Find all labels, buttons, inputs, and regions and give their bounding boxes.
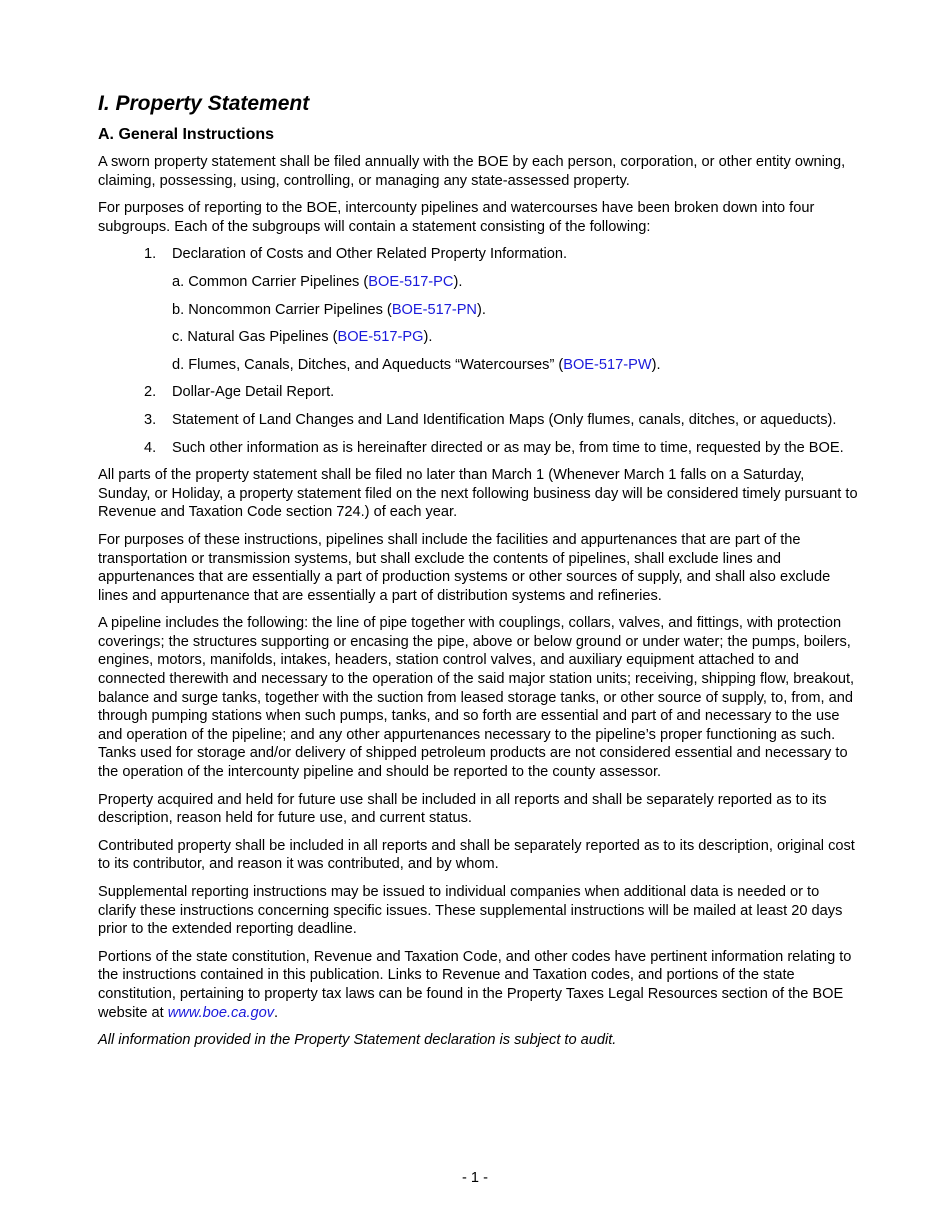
boe-517-pc-link[interactable]: BOE-517-PC — [368, 273, 454, 290]
paragraph-pipeline-scope: For purposes of these instructions, pipelines shall include the facilities and appurtenances that are part of the transportation or transmission systems, but shall exclude the contents of pipelines, shall exclude lines and appurtenances that are essentially a part of production systems or other sources of supply, and shall also exclude lines and appurtenance that are essentially a part of distribution systems and refineries. — [98, 531, 831, 604]
boe-517-pw-link[interactable]: BOE-517-PW — [563, 356, 652, 373]
list-item — [98, 411, 858, 430]
list-item — [98, 245, 858, 374]
paragraph-supplemental: Supplemental reporting instructions may be issued to individual companies when additional data is needed or to clarify these instructions concerning specific issues. These supplemental instructions will be mailed at least 20 days prior to the extended reporting deadline. — [98, 884, 843, 938]
list-item — [98, 383, 858, 402]
document-page — [98, 88, 858, 1059]
boe-517-pn-link[interactable]: BOE-517-PN — [391, 301, 477, 318]
paragraph-future-use: Property acquired and held for future use shall be included in all reports and shall be separately reported as to its description, reason held for future use, and current status. — [98, 791, 827, 827]
paragraph-subgroups: For purposes of reporting to the BOE, intercounty pipelines and watercourses have been broken down into four subgroups. Each of the subgroups will contain a statement consisting of the following: — [98, 200, 815, 235]
sublist-item: c. Natural Gas Pipelines (BOE-517-PG). — [172, 329, 433, 346]
page-number: - 1 - — [462, 1170, 488, 1186]
paragraph-filing-deadline: All parts of the property statement shall be filed no later than March 1 (Whenever March 1 falls on a Saturday, Sunday, or Holiday, a property statement filed on the next following business day will be considered timely pursuant to Revenue and Taxation Code section 724.) of each year. — [98, 467, 858, 521]
audit-note: All information provided in the Property Statement declaration is subject to audit. — [98, 1032, 617, 1049]
list-number: 4. — [144, 439, 157, 456]
list-number: 2. — [144, 384, 157, 401]
paragraph-sworn-statement: A sworn property statement shall be filed annually with the BOE by each person, corporation, or other entity owning, claiming, possessing, using, controlling, or managing any state-assessed property. — [98, 154, 846, 189]
sublist-item: b. Noncommon Carrier Pipelines (BOE-517-PN). — [172, 301, 486, 318]
list-item-text: Dollar-Age Detail Report. — [172, 384, 335, 401]
list-number: 1. — [144, 246, 157, 263]
paragraph-legal-resources: Portions of the state constitution, Revenue and Taxation Code, and other codes have pertinent information relating to the instructions contained in this publication. Links to Revenue and Taxation codes, and portions of the state constitution, pertaining to property tax laws can be found in the Property Taxes Legal Resources section of the BOE website at www.boe.ca.gov. — [98, 948, 852, 1021]
form-sublist — [172, 273, 858, 374]
list-number: 3. — [144, 411, 157, 428]
boe-website-link[interactable]: www.boe.ca.gov — [167, 1004, 275, 1021]
statement-contents-list — [98, 245, 858, 457]
paragraph-contributed-property: Contributed property shall be included in all reports and shall be separately reported as to its description, original cost to its contributor, and reason it was contributed, and by whom. — [98, 837, 855, 873]
list-item — [98, 439, 858, 458]
subsection-title: A. General Instructions — [98, 126, 275, 143]
sublist-item: a. Common Carrier Pipelines (BOE-517-PC). — [172, 273, 463, 290]
sublist-item: d. Flumes, Canals, Ditches, and Aqueducts “Watercourses” (BOE-517-PW). — [172, 356, 661, 373]
boe-517-pg-link[interactable]: BOE-517-PG — [337, 329, 424, 346]
list-item-text: Declaration of Costs and Other Related Property Information. — [172, 246, 568, 263]
section-title: I. Property Statement — [98, 92, 310, 115]
list-item-text: Such other information as is hereinafter directed or as may be, from time to time, requested by the BOE. — [172, 439, 844, 456]
list-item-text: Statement of Land Changes and Land Identification Maps (Only flumes, canals, ditches, or aqueducts). — [172, 411, 837, 428]
paragraph-pipeline-definition: A pipeline includes the following: the line of pipe together with couplings, collars, valves, and fittings, with protection coverings; the structures supporting or encasing the pipe, above or below ground or under water; the pumps, boilers, engines, motors, manifolds, intakes, headers, station control valves, and auxiliary equipment attached to and connected therewith and necessary to the operation of the said major station units; receiving, shipping flow, breakout, balance and surge tanks, together with the suction from leased storage tanks, or other source of supply, to, from, and through pumping stations when such pumps, tanks, and so forth are essential and part of and necessary to the use and operation of the pipeline; and any other appurtenances necessary to the pipeline’s proper functioning as such. Tanks used for storage and/or delivery of shipped petroleum products are not considered essential and necessary to the operation of the intercounty pipeline and should be reported to the county assessor. — [98, 615, 855, 781]
